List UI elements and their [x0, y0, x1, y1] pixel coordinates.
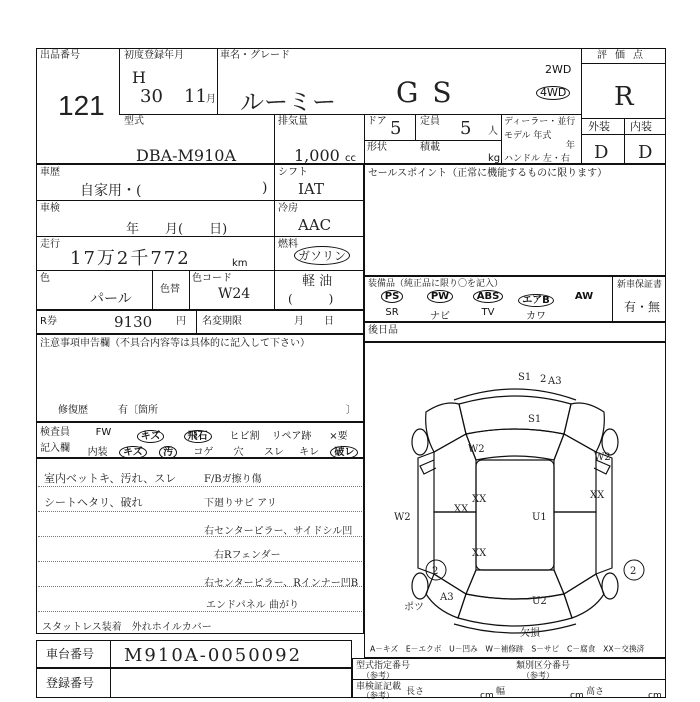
- recycle-unit: 円: [176, 316, 186, 327]
- warranty-value: 有・無: [624, 300, 661, 314]
- color-code-label: 色コード: [192, 273, 232, 284]
- center-remark-3: 右センターピラー、サイドシル凹: [204, 526, 353, 537]
- reg-year: 30: [140, 86, 163, 107]
- recycle-amount: 9130: [114, 313, 153, 331]
- mark-a3: A3: [548, 376, 562, 387]
- mark-2-left: 2: [432, 566, 439, 577]
- color-code: W24: [218, 286, 251, 302]
- checks-row-2: [80, 443, 362, 458]
- rear-window: [466, 570, 564, 599]
- lot-no-label: 出品番号: [40, 50, 80, 61]
- drive-4wd: 4WD: [536, 86, 570, 100]
- remark-3: スタットレス装着 外れホイルカバー: [42, 622, 212, 633]
- model-code-label: 型式: [124, 116, 144, 127]
- divider: [196, 310, 197, 334]
- fuel-paren: ( ): [288, 292, 334, 306]
- ruled-line: [38, 486, 362, 487]
- mark-u1: U1: [532, 512, 547, 523]
- mileage-label: 走行: [40, 239, 60, 250]
- mark-w2-right: W2: [594, 452, 611, 463]
- model-name-label: 車名・グレード: [220, 50, 290, 61]
- height-label: 高さ: [586, 687, 605, 697]
- fender-front-left: [426, 403, 466, 452]
- check-fw: FW: [95, 427, 112, 438]
- fender-front-right: [564, 403, 604, 452]
- width-unit: cm: [570, 691, 584, 701]
- ruled-line: [38, 561, 362, 562]
- divider: [274, 114, 275, 164]
- width-label: 幅: [496, 687, 506, 697]
- hood: [459, 396, 571, 434]
- color-label: 色: [40, 273, 50, 284]
- mileage-value: 17万2千772: [70, 248, 191, 269]
- check-burn: コゲ: [193, 447, 214, 458]
- wheel-rear-right: [602, 573, 618, 599]
- history-close: ): [262, 180, 268, 196]
- score-label: 評価点: [597, 50, 651, 61]
- divider: [364, 140, 501, 141]
- shift-value: IAT: [298, 180, 324, 198]
- remark-2: シートヘタリ、破れ: [44, 496, 143, 509]
- car-diagram: [364, 342, 666, 658]
- check-int-scratch: キズ: [115, 443, 150, 458]
- check-tear: 破レ: [327, 443, 362, 458]
- mark-damage: 欠損: [520, 628, 540, 639]
- mark-xx-1: XX: [472, 494, 487, 505]
- interior-label: 内装: [630, 120, 652, 133]
- color-change-label: 色替: [160, 284, 180, 295]
- rear-bumper: [454, 624, 576, 633]
- load-label: 積載: [420, 142, 440, 153]
- equip-sr: SR: [385, 307, 399, 318]
- mark-xx-4: XX: [454, 504, 469, 515]
- ruled-line: [38, 611, 362, 612]
- check-chip: 飛石: [174, 427, 221, 442]
- divider: [189, 270, 190, 310]
- length-label: 長さ: [406, 687, 425, 697]
- equip-tv: TV: [481, 307, 495, 318]
- diagram-legend: A－キズ E－エクボ U－凹み W－補修跡 S－サビ C－腐食 XX－交換済: [370, 644, 645, 654]
- inspector-label: 検査員: [40, 427, 70, 438]
- class-ref: （参考）: [522, 671, 554, 680]
- model-code: DBA-M910A: [136, 146, 237, 165]
- mark-w2-side: W2: [394, 512, 411, 523]
- trunk: [458, 594, 572, 626]
- sales-points-frame: [364, 164, 666, 276]
- divider: [612, 276, 613, 322]
- displacement-label: 排気量: [278, 116, 308, 127]
- first-reg-label: 初度登録年月: [124, 50, 184, 61]
- divider: [581, 63, 666, 64]
- check-crack: ヒビ割: [229, 431, 260, 442]
- dims-ref: （参考）: [362, 691, 394, 700]
- color-value: パール: [90, 291, 132, 307]
- repair-history-close: 〕: [346, 405, 356, 416]
- class-label: 類別区分番号: [516, 661, 571, 671]
- handle-label: ハンドル 左・右: [504, 154, 570, 164]
- divider: [119, 114, 581, 115]
- capacity: 5: [460, 118, 472, 139]
- check-interior: 内装: [87, 447, 108, 458]
- height-unit: cm: [648, 691, 662, 701]
- grade: GS: [396, 76, 466, 109]
- check-hole: 穴: [233, 447, 244, 458]
- dealer-label: ディーラー・並行: [504, 117, 576, 127]
- equip-pw: PW: [416, 291, 464, 306]
- month-unit: 月: [206, 94, 216, 105]
- wheel-front-left: [412, 429, 428, 455]
- chassis-label: 車台番号: [46, 647, 95, 661]
- repair-history-value: 有〔箇所: [118, 405, 158, 416]
- lot-no: 121: [58, 90, 105, 121]
- recycle-label: R券: [40, 316, 57, 327]
- check-needs: ×要: [329, 431, 348, 442]
- mark-2-right: 2: [630, 566, 637, 577]
- model-year-label: モデル 年式: [504, 131, 552, 141]
- mark-s1: S1: [528, 414, 542, 425]
- score: R: [614, 82, 634, 112]
- center-remark-1: F/Bガ擦り傷: [204, 474, 262, 485]
- divider: [364, 114, 365, 164]
- post-install-frame: [364, 322, 666, 342]
- drive-2wd: 2WD: [545, 63, 572, 76]
- check-repair-mark: リペア跡: [271, 431, 312, 442]
- equip-navi: ナビ: [430, 311, 450, 322]
- mark-xx-3: XX: [472, 548, 487, 559]
- exterior-label: 外装: [588, 120, 610, 133]
- center-remark-6: エンドパネル 曲がり: [206, 600, 299, 611]
- sales-points-label: セールスポイント（正常に機能するものに限ります）: [368, 168, 608, 179]
- exterior-score: D: [594, 142, 609, 163]
- divider: [217, 48, 218, 114]
- interior-score: D: [638, 142, 653, 163]
- mark-w2-left: W2: [468, 444, 485, 455]
- model-name: ルーミー: [240, 88, 336, 116]
- inspection-label: 車検: [40, 203, 60, 214]
- divider: [581, 134, 666, 135]
- divider: [501, 114, 502, 164]
- ruled-line: [38, 511, 362, 512]
- length-unit: cm: [480, 691, 494, 701]
- fender-rear-right: [564, 574, 604, 618]
- displacement-unit: cc: [345, 153, 356, 164]
- center-remark-4: 右Rフェンダー: [214, 550, 281, 561]
- checks-row-1: [80, 427, 362, 442]
- divider: [274, 164, 275, 310]
- repair-history-label: 修復歴: [58, 405, 88, 416]
- warranty-label: 新車保証書: [617, 280, 663, 290]
- type-spec-ref: （参考）: [362, 671, 394, 680]
- door-left-rear: [434, 512, 476, 594]
- divider: [119, 48, 120, 114]
- reg-no-label: 登録番号: [46, 676, 95, 690]
- history-value: 自家用・(: [80, 183, 142, 199]
- equip-leather: カワ: [526, 311, 546, 322]
- front-bumper: [454, 389, 576, 400]
- doors-label: ドア: [367, 116, 387, 127]
- capacity-label: 定員: [420, 116, 440, 127]
- ac-label: 冷房: [278, 203, 298, 214]
- divider: [36, 200, 364, 201]
- notes-label: 注意事項申告欄（不具合内容等は具体的に記入して下さい）: [40, 338, 310, 349]
- mark-xx-2: XX: [590, 490, 605, 501]
- dims-label: 車検証記載: [356, 682, 402, 692]
- check-dirt: 汚: [151, 443, 186, 458]
- history-label: 車歴: [40, 167, 60, 178]
- reg-month: 11: [184, 86, 207, 107]
- type-spec-label: 型式指定番号: [356, 661, 411, 671]
- divider: [581, 48, 582, 164]
- wheel-rear-left: [412, 573, 428, 599]
- mark-2-mid: 2: [540, 374, 547, 385]
- equip-airbag: エアB: [512, 291, 560, 306]
- recorder-label: 記入欄: [40, 443, 70, 454]
- fuel-gas: ガソリン: [294, 246, 350, 265]
- equipment-row-1: [368, 291, 608, 306]
- mileage-unit: km: [232, 258, 248, 269]
- check-wear: スレ: [263, 447, 284, 458]
- chassis-no: M910A-0050092: [124, 645, 303, 666]
- post-install-label: 後日品: [368, 325, 398, 336]
- fuel-label: 燃料: [278, 239, 298, 250]
- equip-ps: PS: [368, 291, 416, 306]
- capacity-unit: 人: [488, 126, 498, 137]
- mark-dent: ポツ: [404, 602, 424, 613]
- mark-a3-bottom: A3: [440, 592, 454, 603]
- center-remark-5: 右センターピラー、Rインナー凹B: [204, 578, 359, 589]
- period-value: 月 日: [294, 316, 334, 327]
- shift-label: シフト: [278, 167, 308, 178]
- divider: [415, 114, 416, 140]
- center-remark-2: 下廻りサビ アリ: [204, 498, 277, 509]
- displacement: 1,000: [294, 146, 340, 165]
- equip-abs: ABS: [464, 291, 512, 306]
- equipment-label: 装備品（純正品に限り〇を記入）: [368, 279, 504, 289]
- load-unit: kg: [488, 153, 501, 164]
- ac-value: AAC: [298, 216, 332, 234]
- remark-1: 室内ベットキ、汚れ、スレ: [44, 472, 177, 485]
- divider: [352, 679, 666, 680]
- check-scratch: キズ: [127, 427, 174, 442]
- year-unit: 年: [566, 141, 576, 151]
- period-label: 名変期限: [202, 316, 242, 327]
- era: H: [132, 68, 146, 87]
- mark-a3-top: S1: [518, 372, 532, 383]
- shape-label: 形状: [367, 142, 387, 153]
- doors: 5: [390, 118, 402, 139]
- fuel-diesel: 軽 油: [302, 274, 333, 289]
- door-right-rear: [554, 512, 596, 594]
- equipment-row-2: [368, 307, 560, 322]
- inspection-value: 年 月( 日): [126, 222, 228, 237]
- check-cut: キレ: [299, 447, 320, 458]
- mark-u2: U2: [532, 596, 547, 607]
- divider: [152, 270, 153, 310]
- divider: [624, 118, 625, 164]
- equip-aw: AW: [574, 291, 594, 302]
